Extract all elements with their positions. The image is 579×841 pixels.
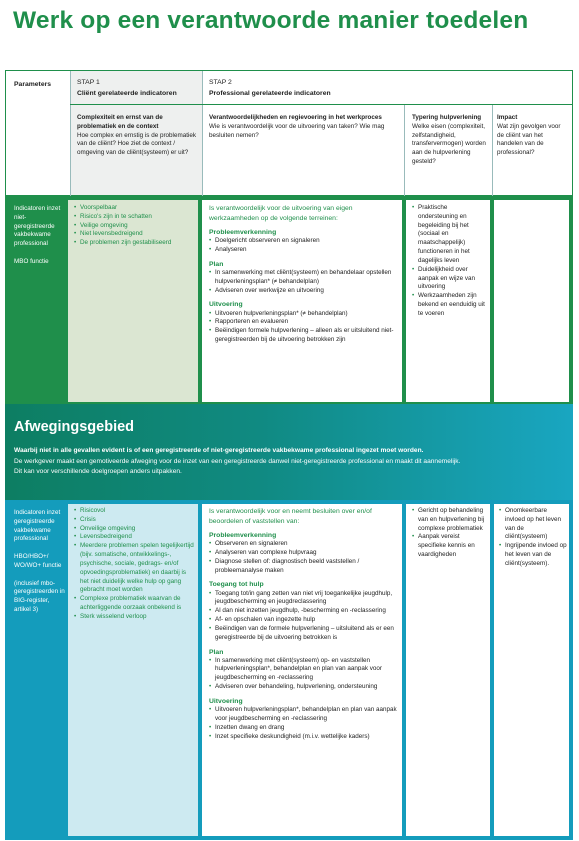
header-divider [492,105,493,196]
list-item: • Veilige omgeving [74,222,192,231]
list-item: • Meerdere problemen spelen tegelijkertijd (bijv. somatische, ontwikkelings-, psychische, sociale, gedrags- en/of opvoedingsproblematiek) en daarbij is het niet duidelijk welke hulp op gang gebracht moet worden [74,542,194,595]
header-divider [70,71,71,196]
list-item: • Onomkeerbare invloed op het leven van de cliënt(systeem) [499,507,567,542]
list-item: • Adviseren over behandeling, hulpverlening, ondersteuning [209,683,397,692]
hbo-responsibilities [209,507,397,741]
hbo-indicator-list [74,507,194,622]
verantwoordelijkheden-question: Wie is verantwoordelijk voor de uitvoering van taken? Wie mag besluiten nemen? [209,122,385,139]
hbo-section-heading: Plan [209,648,224,656]
list-item: • Beëindigen formele hulpverlening – alleen als er uitsluitend niet-geregistreerden bij de uitvoering betrokken zijn [209,327,397,345]
parameters-label: Parameters [14,81,52,88]
list-item: • Inzetten dwang en drang [209,724,397,733]
mbo-section-heading: Uitvoering [209,301,243,309]
mbo-section-heading: Probleemverkenning [209,229,277,237]
list-item: • Onveilige omgeving [74,525,194,534]
complexiteit-question: Hoe complex en ernstig is de problematiek van de cliënt? Hoe ziet de context / omgeving van de cliënt(systeem) er uit? [77,131,197,157]
stap2-subtitle: Professional gerelateerde indicatoren [209,90,331,97]
verantwoordelijkheden-cell [209,114,399,140]
list-item: • Risico's zijn in te schatten [74,213,192,222]
hbo-label: Indicatoren inzet geregistreerde vakbekwame professional HBO/HBO+/ WO/WO+ functie (inclusief mbo-geregistreerden in BIG-register, artikel 3) [14,509,65,613]
hbo-section-heading: Uitvoering [209,697,243,705]
list-item: • Levensbedreigend [74,533,194,542]
header-divider [202,71,203,196]
list-item: • Toegang tot/in gang zetten van niet vrij toegankelijke jeugdhulp, jeugdbescherming en jeugdreclassering [209,590,397,608]
stap1-subtitle: Cliënt gerelateerde indicatoren [77,90,177,97]
complexiteit-cell [77,114,197,158]
impact-heading: Impact [497,114,518,121]
mbo-impact-cell [494,200,569,402]
impact-question: Wat zijn gevolgen voor de cliënt van het handelen van de professional? [497,122,561,157]
header-rule [70,104,573,105]
list-item: • Adviseren over werkwijze en uitvoering [209,287,397,296]
afweging-line: Dit kan voor verschillende doelgroepen anders uitpakken. [14,468,182,475]
list-item: • Gericht op behandeling van en hulpverlening bij complexe problematiek [412,507,486,533]
afweging-bold-line: Waarbij niet in alle gevallen evident is of een geregistreerde of niet-geregistreerde vakbekwame professional ingezet moet worden. [14,447,424,454]
typering-cell [412,114,490,167]
list-item: • Werkzaamheden zijn bekend en eenduidig uit te voeren [412,292,486,318]
list-item: • Doelgericht observeren en signaleren [209,237,397,246]
list-item: • Observeren en signaleren [209,540,397,549]
list-item: • Praktische ondersteuning en begeleiding bij het (sociaal en maatschappelijk) functioneren in het dagelijks leven [412,204,486,266]
list-item: • Risicovol [74,507,194,516]
list-item: • In samenwerking met cliënt(systeem) op- en vaststellen hulpverleningsplan*, behandelplan en plan van aanpak voor jeugdbescherming en -reclassering [209,657,397,683]
complexiteit-heading: Complexiteit en ernst van de problematiek en de context [77,114,163,130]
list-item: • Uitvoeren hulpverleningsplan*, behandelplan en plan van aanpak voor jeugdbescherming en -reclassering [209,706,397,724]
mbo-label: Indicatoren inzet niet-geregistreerde vakbekwame professional MBO functie [14,205,61,265]
impact-cell [497,114,569,158]
stap1-title: STAP 1 [77,79,100,86]
list-item: • Niet levensbedreigend [74,230,192,239]
hbo-intro: Is verantwoordelijk voor en neemt besluiten over en/of beoordelen of vaststellen van: [209,508,372,525]
list-item: • Beëindigen van de formele hulpverlening – uitsluitend als er een geregistreerde bij de uitvoering betrokken is [209,625,397,643]
mbo-typering-list [412,204,486,319]
list-item: • Uitvoeren hulpverleningsplan* (≠ behandelplan) [209,310,397,319]
typering-question: Welke eisen (complexiteit, zelfstandigheid, transfervermogen) worden aan de hulpverlening gesteld? [412,122,486,166]
list-item: • Analyseren [209,246,397,255]
mbo-section-heading: Plan [209,260,224,268]
hbo-section-heading: Probleemverkenning [209,532,277,540]
list-item: • Crisis [74,516,194,525]
page-title: Werk op een verantwoorde manier toedelen [13,7,529,34]
list-item: • Sterk wisselend verloop [74,613,194,622]
list-item: • De problemen zijn gestabiliseerd [74,239,192,248]
list-item: • Complexe problematiek waarvan de achterliggende oorzaak onbekend is [74,595,194,613]
stap2-title: STAP 2 [209,79,232,86]
hbo-section-heading: Toegang tot hulp [209,581,264,589]
list-item: • Inzet specifieke deskundigheid (m.i.v. wettelijke kaders) [209,733,397,742]
list-item: • Ingrijpende invloed op het leven van de cliënt(systeem). [499,542,567,568]
verantwoordelijkheden-heading: Verantwoordelijkheden en regievoering in het werkproces [209,114,382,121]
typering-heading: Typering hulpverlening [412,114,482,121]
afweging-line: De werkgever maakt een gemotiveerde afweging voor de inzet van een geregistreerde danwel niet-geregistreerde professional en maakt dit aannemelijk. [14,458,461,465]
afwegingsgebied-heading: Afwegingsgebied [14,419,135,435]
list-item: • Aanpak vereist specifieke kennis en vaardigheden [412,533,486,559]
hbo-impact-list [499,507,567,569]
list-item: • Analyseren van complexe hulpvraag [209,549,397,558]
list-item: • In samenwerking met cliënt(systeem) en behandelaar opstellen hulpverleningsplan* (≠ behandelplan) [209,269,397,287]
list-item: • Duidelijkheid over aanpak en wijze van uitvoering [412,266,486,292]
list-item: • Diagnose stellen of: diagnostisch beeld vaststellen / probleemanalyse maken [209,558,397,576]
header-divider [404,105,405,196]
list-item: • Af- en opschalen van ingezette hulp [209,616,397,625]
mbo-intro: Is verantwoordelijk voor de uitvoering van eigen werkzaamheden op de volgende terreinen: [209,205,353,222]
list-item: • Al dan niet inzetten jeugdhulp, -bescherming en -reclassering [209,607,397,616]
list-item: • Voorspelbaar [74,204,192,213]
hbo-typering-list [412,507,486,560]
mbo-indicator-list [74,204,192,248]
list-item: • Rapporteren en evalueren [209,318,397,327]
mbo-responsibilities [209,204,397,345]
